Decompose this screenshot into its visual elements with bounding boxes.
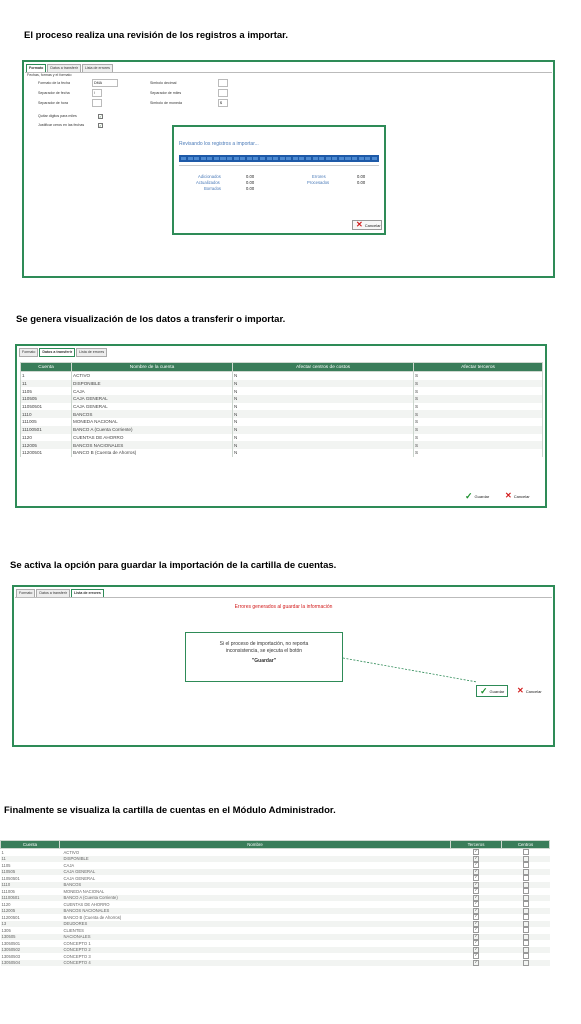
column-header[interactable]: Afectar centros de costos xyxy=(233,363,414,372)
table-cell: CAJA xyxy=(72,387,233,395)
callout-text: Si el proceso de importación, no reporta inconsistencia, se ejecuta el botón xyxy=(219,641,309,654)
table-cell: N xyxy=(233,434,414,442)
tab-divider xyxy=(25,72,552,73)
table-cell: N xyxy=(233,403,414,411)
tab-datos-a-transferir[interactable]: Datos a transferir xyxy=(39,348,75,357)
field-label: Simbolo decimal xyxy=(150,81,177,85)
time-separator-input[interactable] xyxy=(92,99,102,107)
terceros-checkbox[interactable]: ✓ xyxy=(474,901,478,906)
stat-label: Actualizados xyxy=(196,180,220,185)
table-row[interactable] xyxy=(21,372,543,380)
table-cell: MONEDA NACIONAL xyxy=(63,888,105,894)
table-cell: S xyxy=(414,387,543,395)
table-row[interactable] xyxy=(21,449,543,457)
column-header[interactable]: Nombre de la cuenta xyxy=(72,363,233,372)
table-cell: 1 xyxy=(21,372,72,380)
terceros-checkbox[interactable]: ✓ xyxy=(474,914,478,919)
table-cell: 11 xyxy=(21,380,72,388)
column-header[interactable]: Cuenta xyxy=(21,363,72,372)
error-message: Errores generados al guardar la información xyxy=(234,604,333,610)
table-cell: 1 xyxy=(1,849,4,855)
table-cell: S xyxy=(414,395,543,403)
centros-checkbox[interactable] xyxy=(523,882,529,888)
table-cell: N xyxy=(233,418,414,426)
stat-value: 0.00 xyxy=(246,186,255,191)
table-cell: CONCEPTO 2 xyxy=(60,947,451,954)
terceros-checkbox[interactable]: ✓ xyxy=(474,862,478,867)
date-separator-input[interactable]: / xyxy=(92,89,102,97)
table-cell: BANCO A (Cuenta Corriente) xyxy=(72,426,233,434)
table-cell: CAJA GENERAL xyxy=(63,875,96,881)
table-cell: 1110 xyxy=(21,410,72,418)
table-cell: 1305 xyxy=(1,927,11,933)
thousands-digits-checkbox[interactable]: ✓ xyxy=(99,114,103,119)
table-cell: S xyxy=(414,410,543,418)
tab-divider xyxy=(15,597,552,598)
table-cell: N xyxy=(233,387,414,395)
table-cell: S xyxy=(414,380,543,388)
centros-checkbox[interactable] xyxy=(523,914,529,920)
table-cell: 1120 xyxy=(1,901,11,907)
cancel-button[interactable] xyxy=(514,685,545,697)
group-label: Fechas, formas y el formato xyxy=(27,73,72,77)
centros-cell xyxy=(502,849,550,856)
check-icon: ✓ xyxy=(465,491,473,501)
callout-box xyxy=(185,632,343,682)
section1-heading: El proceso realiza una revisión de los registros a importar. xyxy=(24,30,288,41)
callout-strong: "Guardar" xyxy=(251,658,277,664)
tab-datos-a-transferir[interactable]: Datos a transferir xyxy=(36,589,70,598)
table-cell: 1105 xyxy=(1,862,11,868)
close-icon: ✕ xyxy=(505,491,512,500)
table-cell: N xyxy=(233,441,414,449)
transfer-table xyxy=(20,362,543,457)
table-cell: CONCEPTO 1 xyxy=(63,940,91,946)
terceros-checkbox[interactable]: ✓ xyxy=(474,907,478,912)
table-cell: S xyxy=(414,441,543,449)
terceros-checkbox[interactable]: ✓ xyxy=(474,888,478,893)
table-row[interactable] xyxy=(1,849,550,856)
stat-value: 0.00 xyxy=(357,180,366,185)
table-cell: 112005 xyxy=(1,908,60,915)
cancel-import-button[interactable] xyxy=(352,220,382,230)
close-icon: ✕ xyxy=(356,220,363,229)
table-cell: 110505 xyxy=(21,395,72,403)
centros-checkbox[interactable] xyxy=(523,875,529,881)
tab-bar xyxy=(19,348,108,356)
centros-checkbox[interactable] xyxy=(523,921,529,927)
terceros-cell xyxy=(451,960,502,967)
terceros-checkbox[interactable]: ✓ xyxy=(474,894,478,899)
table-cell: BANCO A (Cuenta Corriente) xyxy=(60,895,451,902)
table-cell: BANCO B (Cuenta de Ahorros) xyxy=(63,914,122,920)
column-header[interactable]: Nombre xyxy=(60,841,451,849)
table-row[interactable] xyxy=(21,395,543,403)
centros-checkbox[interactable] xyxy=(523,888,529,894)
date-format-select[interactable]: DMA xyxy=(92,79,118,87)
table-cell: S xyxy=(414,418,543,426)
table-cell: 111005 xyxy=(1,888,15,894)
tab-bar xyxy=(26,64,114,72)
terceros-checkbox[interactable]: ✓ xyxy=(474,933,478,938)
table-cell: 1105 xyxy=(21,387,72,395)
table-cell: CONCEPTO 3 xyxy=(63,953,91,959)
centros-checkbox[interactable] xyxy=(523,960,529,966)
table-cell: 11100501 xyxy=(1,895,60,902)
table-cell: N xyxy=(233,410,414,418)
table-cell: S xyxy=(414,372,543,380)
centros-checkbox[interactable] xyxy=(523,895,529,901)
table-cell: NACIONALES xyxy=(60,934,451,941)
save-label: Guardar xyxy=(474,494,490,499)
table-cell: 130505 xyxy=(1,934,60,941)
save-button[interactable] xyxy=(462,492,492,501)
table-cell: S xyxy=(414,449,543,457)
section4-heading: Finalmente se visualiza la cartilla de cuentas en el Módulo Administrador. xyxy=(4,805,336,816)
centros-checkbox[interactable] xyxy=(523,869,529,875)
progress-dialog xyxy=(172,125,386,235)
table-cell: BANCOS NACIONALES xyxy=(60,908,451,915)
table-cell: DEUDORES xyxy=(60,921,451,928)
cancel-label: Cancelar xyxy=(525,688,542,694)
dialog-divider xyxy=(179,165,379,166)
table-cell: 13050504 xyxy=(1,960,60,967)
currency-symbol-input[interactable]: $ xyxy=(218,99,228,107)
column-header[interactable]: Afectar terceros xyxy=(414,363,543,372)
table-cell: 11 xyxy=(1,856,60,863)
table-row[interactable] xyxy=(21,387,543,395)
table-cell: DISPONIBLE xyxy=(72,380,233,388)
tab-formato[interactable]: Formato xyxy=(19,348,38,357)
table-cell: 11200501 xyxy=(1,914,20,920)
terceros-checkbox[interactable]: ✓ xyxy=(474,959,478,964)
justify-zeros-checkbox[interactable]: ✓ xyxy=(99,123,103,128)
table-cell: BANCOS xyxy=(60,882,451,889)
centros-checkbox[interactable] xyxy=(523,862,529,868)
table-cell: CONCEPTO 4 xyxy=(60,960,451,967)
table-cell: 13 xyxy=(1,921,60,928)
centros-checkbox[interactable] xyxy=(523,856,529,862)
progress-bar xyxy=(179,155,379,162)
terceros-checkbox[interactable]: ✓ xyxy=(474,946,478,951)
table-cell: 112005 xyxy=(21,441,72,449)
table-cell: ACTIVO xyxy=(72,372,233,380)
centros-checkbox[interactable] xyxy=(523,934,529,940)
field-label: Separador de fecha xyxy=(38,91,70,95)
terceros-checkbox[interactable]: ✓ xyxy=(474,881,478,886)
table-cell: 13050502 xyxy=(1,947,60,954)
centros-checkbox[interactable] xyxy=(523,947,529,953)
tab-datos-a-transferir[interactable]: Datos a transferir xyxy=(47,64,81,73)
table-row[interactable] xyxy=(21,418,543,426)
field-label: Separador de hora xyxy=(38,101,68,105)
centros-checkbox[interactable] xyxy=(523,849,529,855)
table-cell: 11200501 xyxy=(21,449,72,457)
table-cell: 1120 xyxy=(21,434,72,442)
table-cell: CUENTAS DE AHORRO xyxy=(63,901,110,907)
centros-checkbox[interactable] xyxy=(523,927,529,933)
cancel-label: Cancelar xyxy=(513,493,530,499)
cancel-button[interactable] xyxy=(502,492,533,500)
centros-checkbox[interactable] xyxy=(523,940,529,946)
table-row[interactable] xyxy=(21,380,543,388)
field-label: Justificar ceros en las fechas xyxy=(38,123,85,127)
centros-checkbox[interactable] xyxy=(523,901,529,907)
table-cell: N xyxy=(233,449,414,457)
table-row[interactable] xyxy=(21,426,543,434)
close-icon: ✕ xyxy=(517,686,524,695)
stat-value: 0.00 xyxy=(246,174,255,179)
terceros-checkbox[interactable]: ✓ xyxy=(474,868,478,873)
section3-heading: Se activa la opción para guardar la importación de la cartilla de cuentas. xyxy=(10,560,337,571)
table-cell: S xyxy=(414,434,543,442)
table-cell: N xyxy=(233,426,414,434)
decimal-symbol-input[interactable] xyxy=(218,79,228,87)
cancel-label: Cancelar xyxy=(364,222,381,228)
stat-label: Borrados xyxy=(204,186,221,191)
table-cell: 111005 xyxy=(21,418,72,426)
table-cell: CLIENTES xyxy=(63,927,84,933)
stat-value: 0.00 xyxy=(357,174,366,179)
table-cell: CUENTAS DE AHORRO xyxy=(72,434,233,442)
table-cell: 1110 xyxy=(1,882,60,889)
table-row[interactable] xyxy=(1,960,550,967)
column-header[interactable]: Centros xyxy=(502,841,550,849)
table-row[interactable] xyxy=(21,434,543,442)
field-label: Quitar digitos para miles xyxy=(38,114,77,118)
table-cell: N xyxy=(233,395,414,403)
terceros-checkbox[interactable]: ✓ xyxy=(474,855,478,860)
table-cell: CAJA GENERAL xyxy=(72,395,233,403)
stat-label: Adicionados xyxy=(198,174,221,179)
table-row[interactable] xyxy=(21,441,543,449)
table-cell: 110505 xyxy=(1,869,60,876)
tab-formato[interactable]: Formato xyxy=(26,64,46,73)
field-label: Separador de miles xyxy=(150,91,182,95)
stat-label: Errores xyxy=(312,174,326,179)
terceros-checkbox[interactable]: ✓ xyxy=(474,940,478,945)
column-header[interactable]: Terceros xyxy=(451,841,502,849)
save-label: Guardar xyxy=(489,688,505,694)
save-button[interactable] xyxy=(476,685,508,697)
table-cell: S xyxy=(414,426,543,434)
table-cell: ACTIVO xyxy=(63,849,80,855)
tab-lista-de-errores[interactable]: Lista de errores xyxy=(76,348,107,357)
terceros-cell xyxy=(451,849,502,856)
tab-lista-de-errores[interactable]: Lista de errores xyxy=(71,589,104,598)
table-cell: BANCO B (Cuenta de Ahorros) xyxy=(72,449,233,457)
thousands-separator-input[interactable] xyxy=(218,89,228,97)
table-cell: 11100501 xyxy=(21,426,72,434)
table-cell: N xyxy=(233,380,414,388)
table-cell: N xyxy=(233,372,414,380)
tab-lista-de-errores[interactable]: Lista de errores xyxy=(82,64,113,73)
table-row[interactable] xyxy=(21,403,543,411)
centros-checkbox[interactable] xyxy=(523,953,529,959)
centros-cell xyxy=(502,960,550,967)
table-cell: S xyxy=(414,403,543,411)
column-header[interactable]: Cuenta xyxy=(1,841,60,849)
table-cell: 11050501 xyxy=(1,875,20,881)
tab-bar xyxy=(16,589,105,597)
dialog-title: Revisando los registros a importar... xyxy=(179,141,259,147)
accounts-table xyxy=(0,840,550,966)
table-cell: 13050501 xyxy=(1,940,21,946)
table-cell: BANCOS NACIONALES xyxy=(72,441,233,449)
stat-value: 0.00 xyxy=(246,180,255,185)
table-row[interactable] xyxy=(21,410,543,418)
field-label: Simbolo de moneda xyxy=(150,101,182,105)
table-cell: 11050501 xyxy=(21,403,72,411)
terceros-checkbox[interactable]: ✓ xyxy=(474,953,478,958)
centros-checkbox[interactable] xyxy=(523,908,529,914)
table-cell: BANCOS xyxy=(72,410,233,418)
check-icon: ✓ xyxy=(480,685,488,696)
table-cell: CAJA xyxy=(63,862,75,868)
stat-label: Procesados xyxy=(307,180,330,185)
table-cell: MONEDA NACIONAL xyxy=(72,418,233,426)
terceros-checkbox[interactable]: ✓ xyxy=(474,875,478,880)
section2-heading: Se genera visualización de los datos a transferir o importar. xyxy=(16,314,286,325)
terceros-checkbox[interactable]: ✓ xyxy=(474,927,478,932)
transfer-data-panel xyxy=(15,344,547,508)
table-cell: 13050503 xyxy=(1,953,21,959)
terceros-checkbox[interactable]: ✓ xyxy=(474,920,478,925)
tab-formato[interactable]: Formato xyxy=(16,589,35,598)
table-cell: CAJA GENERAL xyxy=(72,403,233,411)
field-label: Formato de la fecha xyxy=(38,81,70,85)
table-cell: CAJA GENERAL xyxy=(60,869,451,876)
terceros-checkbox[interactable]: ✓ xyxy=(474,849,478,854)
table-cell: DISPONIBLE xyxy=(60,856,451,863)
